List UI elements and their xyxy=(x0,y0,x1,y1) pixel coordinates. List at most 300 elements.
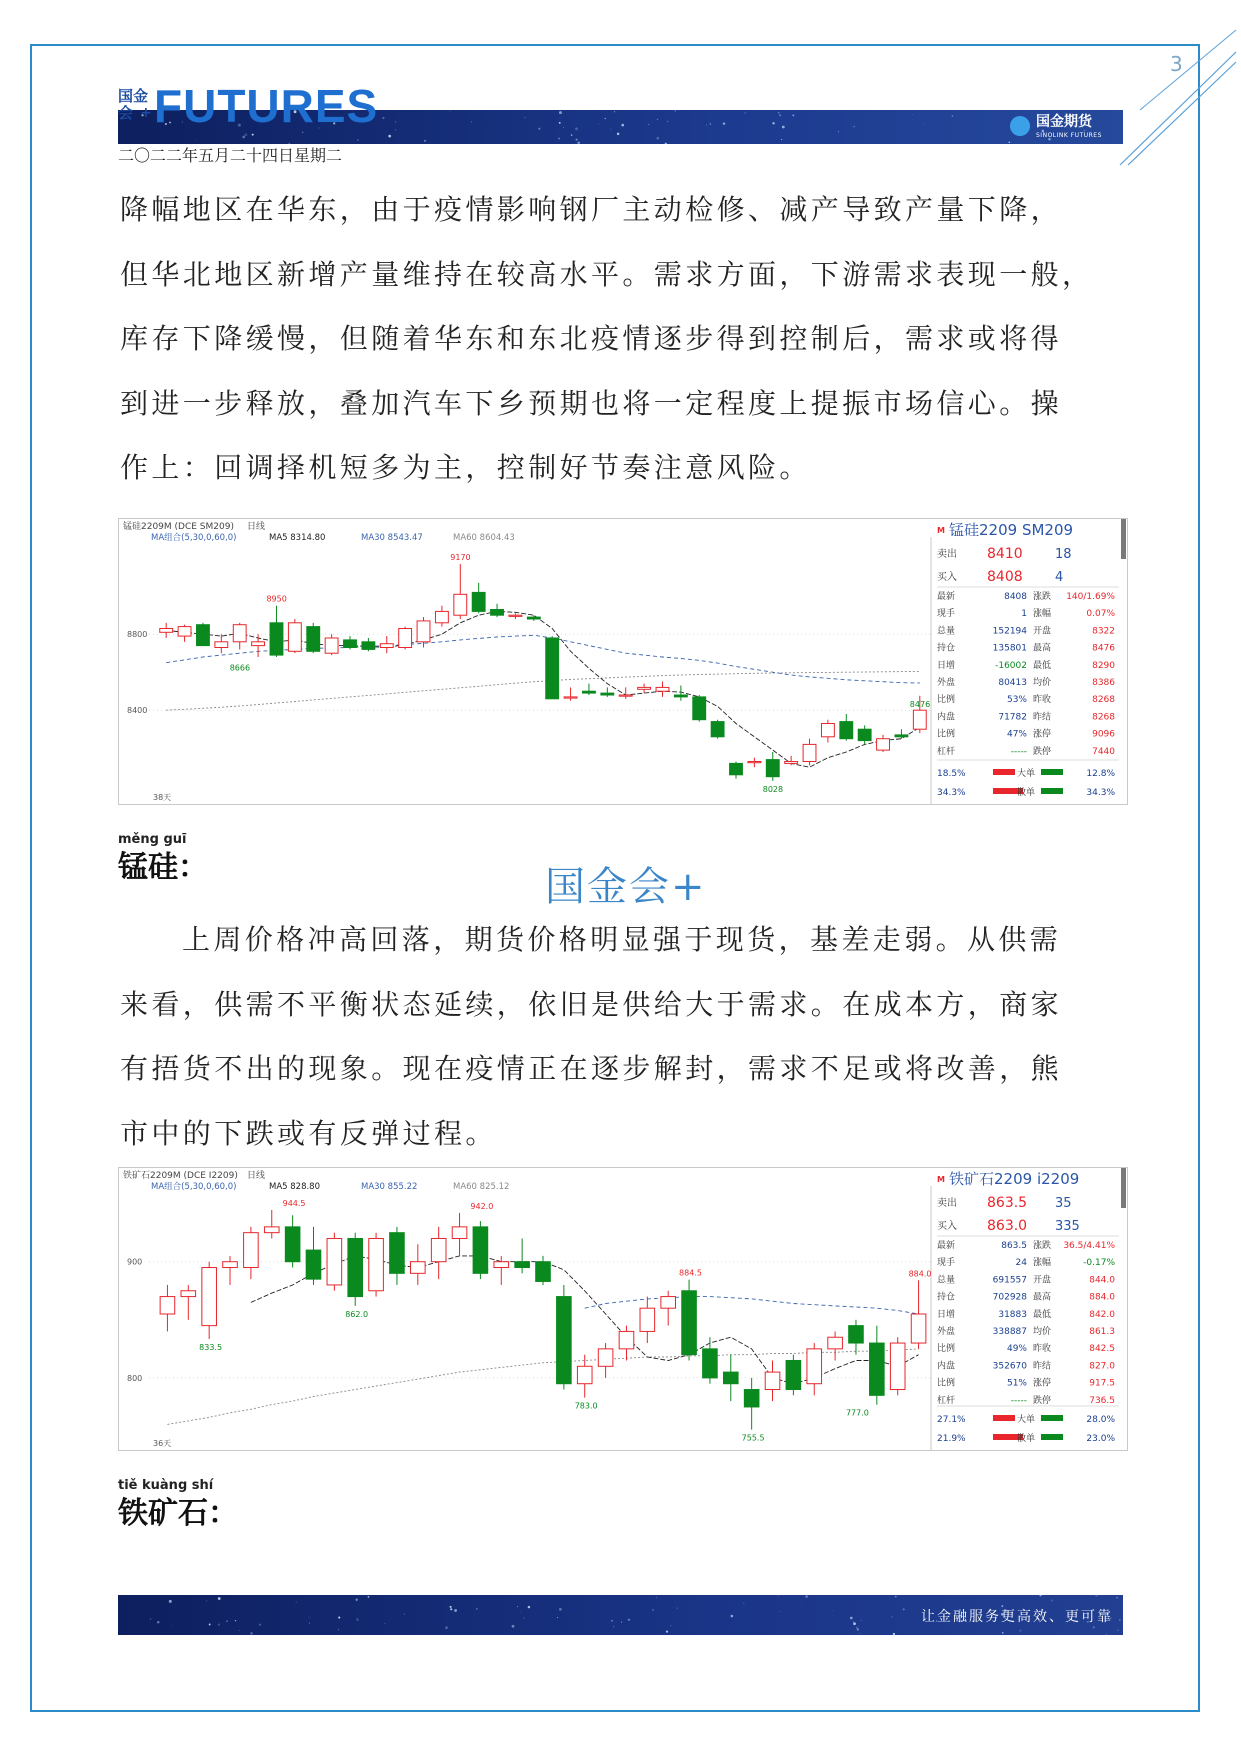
candle-up xyxy=(656,687,669,691)
price-annotation: 884.0 xyxy=(908,1269,932,1279)
candle-down xyxy=(786,1360,801,1389)
ask-price: 863.5 xyxy=(987,1195,1028,1211)
quote-row-value: 71782 xyxy=(998,712,1027,723)
candle-up xyxy=(911,1314,926,1343)
candle-down xyxy=(491,610,504,616)
star-dot xyxy=(667,121,668,122)
section-2-title: 铁矿石： xyxy=(118,1496,238,1531)
star-dot xyxy=(614,111,615,112)
star-dot xyxy=(621,1622,622,1623)
paragraph-line: 降幅地区在华东，由于疫情影响钢厂主动检修、减产导致产量下降， xyxy=(120,193,1063,226)
star-dot xyxy=(792,114,794,116)
candle-down xyxy=(362,642,375,650)
paragraph-line: 但华北地区新增产量维持在较高水平。需求方面，下游需求表现一般， xyxy=(120,257,1094,291)
candle-up xyxy=(160,1297,175,1314)
flow-bar-green xyxy=(1041,769,1063,775)
star-dot xyxy=(648,124,649,125)
star-dot xyxy=(1119,1619,1121,1621)
candle-up xyxy=(435,611,448,622)
star-dot xyxy=(1093,1626,1095,1628)
star-dot xyxy=(781,139,782,140)
star-dot xyxy=(854,126,855,127)
star-dot xyxy=(577,142,580,144)
quote-row-value: 140/1.69% xyxy=(1066,592,1115,602)
candle-up xyxy=(877,739,890,750)
quote-row-label: 内盘 xyxy=(937,712,956,723)
y-tick-label: 8800 xyxy=(127,630,148,640)
quote-row-label: 开盘 xyxy=(1033,626,1052,637)
price-annotation: 783.0 xyxy=(574,1401,598,1411)
bid-price: 8408 xyxy=(987,569,1023,585)
star-dot xyxy=(903,1608,905,1610)
quote-row-value: 24 xyxy=(1015,1258,1027,1269)
star-dot xyxy=(259,1624,261,1626)
candle-down xyxy=(849,1326,864,1343)
star-dot xyxy=(250,1632,253,1635)
paragraph-line: 库存下降缓慢，但随着华东和东北疫情逐步得到控制后，需求或将得 xyxy=(120,322,1063,355)
footer-slogan: 让金融服务更高效、更可靠 xyxy=(921,1609,1113,1625)
star-dot xyxy=(559,1608,562,1611)
quote-row-value: 861.3 xyxy=(1089,1327,1115,1337)
star-dot xyxy=(357,139,359,141)
star-dot xyxy=(517,1606,518,1607)
quote-row-label: 现手 xyxy=(937,1258,956,1269)
candle-down xyxy=(515,1262,530,1268)
section-1-pinyin: měng guī xyxy=(118,832,187,847)
quote-row-value: 8322 xyxy=(1092,626,1115,637)
star-dot xyxy=(557,1617,558,1618)
quote-row-value: 917.5 xyxy=(1089,1378,1115,1389)
flow-bar-red xyxy=(993,1415,1015,1421)
flow-right-pct: 23.0% xyxy=(1086,1434,1115,1444)
star-dot xyxy=(858,1626,859,1627)
candle-down xyxy=(472,592,485,611)
quote-row-value: 0.07% xyxy=(1086,609,1115,620)
section-1-title: 锰硅： xyxy=(118,850,208,885)
candle-up xyxy=(181,1291,196,1297)
quote-row-label: 现手 xyxy=(937,609,956,620)
logo-futures: FUTURES xyxy=(154,80,379,132)
star-dot xyxy=(779,1611,780,1612)
quote-row-value: 8290 xyxy=(1092,660,1115,671)
quote-row-value: 338887 xyxy=(992,1327,1027,1337)
paragraph-line: 作上：回调择机短多为主，控制好节奏注意风险。 xyxy=(120,451,811,484)
candle-up xyxy=(202,1268,217,1326)
quote-row-label: 均价 xyxy=(1033,678,1052,688)
flow-right-pct: 28.0% xyxy=(1086,1415,1115,1425)
price-annotation: 8028 xyxy=(762,784,784,794)
star-dot xyxy=(1009,141,1011,143)
star-dot xyxy=(424,140,426,142)
candle-up xyxy=(454,594,467,615)
quote-row-label: 跌停 xyxy=(1033,1395,1052,1406)
quote-row-value: 842.0 xyxy=(1089,1309,1115,1320)
quote-row-value: 352670 xyxy=(992,1361,1027,1372)
candle-up xyxy=(369,1238,384,1290)
logo-plus: + xyxy=(140,105,152,121)
star-dot xyxy=(450,1606,452,1608)
star-dot xyxy=(559,122,561,124)
candle-down xyxy=(723,1372,738,1384)
star-dot xyxy=(671,1625,672,1626)
candle-up xyxy=(803,744,816,761)
candle-up xyxy=(452,1227,467,1239)
star-dot xyxy=(388,135,391,138)
candle-up xyxy=(431,1238,446,1261)
star-dot xyxy=(559,111,562,114)
star-dot xyxy=(891,1616,892,1617)
bid-label: 买入 xyxy=(937,1221,957,1232)
quote-row-value: 7440 xyxy=(1092,746,1115,757)
price-annotation: 884.5 xyxy=(679,1268,702,1278)
star-dot xyxy=(621,124,624,127)
candle-down xyxy=(270,623,283,655)
quote-row-value: 8386 xyxy=(1092,678,1115,688)
candle-up xyxy=(913,710,926,729)
star-dot xyxy=(308,1617,309,1618)
candle-down xyxy=(730,763,743,774)
quote-row-label: 涨停 xyxy=(1033,1378,1052,1389)
star-dot xyxy=(611,1620,613,1622)
price-annotation: 777.0 xyxy=(845,1408,869,1418)
star-dot xyxy=(677,1608,678,1609)
candle-down xyxy=(344,640,357,648)
paragraph-1 xyxy=(120,178,1120,501)
quote-row-label: 比例 xyxy=(937,1344,956,1355)
logo-guojin: 国金 xyxy=(118,87,149,105)
star-dot xyxy=(395,129,396,130)
star-dot xyxy=(656,137,659,140)
star-dot xyxy=(245,133,248,136)
star-dot xyxy=(779,114,781,116)
candle-up xyxy=(160,629,173,633)
quote-row-label: 最高 xyxy=(1033,1292,1052,1303)
price-annotation: 8476 xyxy=(909,699,931,709)
candle-up xyxy=(215,642,228,648)
ma-value-label: MA30 855.22 xyxy=(361,1182,418,1192)
panel-scrollbar xyxy=(1121,519,1126,559)
bid-qty: 4 xyxy=(1055,570,1064,585)
star-dot xyxy=(157,1621,159,1623)
candlestick-chart-sm xyxy=(119,519,1127,804)
star-dot xyxy=(598,124,599,125)
candle-down xyxy=(766,760,779,777)
star-dot xyxy=(235,1620,236,1621)
candle-up xyxy=(327,1238,342,1284)
star-dot xyxy=(252,134,254,136)
flow-bar-green xyxy=(1041,788,1063,794)
star-dot xyxy=(838,131,839,132)
price-annotation: 9170 xyxy=(450,552,471,562)
star-dot xyxy=(723,122,725,124)
flow-bar-red xyxy=(993,769,1015,775)
candle-up xyxy=(807,1349,822,1384)
candle-up xyxy=(178,627,191,637)
chart-period: 日线 xyxy=(247,1171,266,1181)
quote-row-label: 比例 xyxy=(937,729,956,740)
quote-row-label: 总量 xyxy=(937,626,956,637)
quote-row-value: 53% xyxy=(1006,695,1027,706)
ma60-line xyxy=(167,1349,918,1425)
chart-silicomanganese xyxy=(118,518,1128,805)
star-dot xyxy=(209,1624,211,1626)
quote-row-value: 8408 xyxy=(1004,592,1027,602)
quote-row-value: ----- xyxy=(1010,746,1027,757)
candle-down xyxy=(703,1349,718,1378)
quote-row-value: 8476 xyxy=(1092,643,1115,654)
price-annotation: 8666 xyxy=(229,663,251,673)
star-dot xyxy=(296,1601,297,1602)
candle-up xyxy=(417,621,430,642)
quote-row-value: 827.0 xyxy=(1089,1361,1115,1372)
quote-row-label: 比例 xyxy=(937,695,956,706)
candle-up xyxy=(765,1372,780,1389)
quote-row-value: 152194 xyxy=(992,626,1027,637)
candle-up xyxy=(411,1262,426,1274)
candle-down xyxy=(682,1291,697,1355)
star-dot xyxy=(571,134,572,135)
quote-row-label: 昨收 xyxy=(1033,695,1052,706)
quote-row-value: 842.5 xyxy=(1089,1344,1115,1355)
star-dot xyxy=(528,1606,530,1608)
quote-row-value: 9096 xyxy=(1092,729,1115,740)
star-dot xyxy=(832,1610,833,1611)
star-dot xyxy=(356,1618,359,1621)
star-dot xyxy=(471,122,472,123)
star-dot xyxy=(384,1623,385,1624)
ma-value-label: MA5 8314.80 xyxy=(269,533,326,543)
star-dot xyxy=(1116,1597,1118,1599)
bars-count-label: 36天 xyxy=(153,1439,172,1448)
ask-price: 8410 xyxy=(987,546,1023,562)
quote-row-label: 持仓 xyxy=(937,643,956,654)
candle-up xyxy=(785,762,798,764)
panel-m-badge: M xyxy=(937,1175,945,1184)
chart-header: 铁矿石2209M (DCE I2209) xyxy=(123,1171,238,1181)
flow-label: 散单 xyxy=(1017,1434,1036,1444)
star-dot xyxy=(860,1633,861,1634)
paragraph-2 xyxy=(120,908,1120,1166)
star-dot xyxy=(404,1614,405,1615)
star-dot xyxy=(853,1621,854,1622)
star-dot xyxy=(563,127,564,128)
page-number: 3 xyxy=(1170,52,1183,76)
star-dot xyxy=(924,124,925,125)
ma-value-label: MA60 8604.43 xyxy=(453,533,515,543)
paragraph-line: 上周价格冲高回落，期货价格明显强于现货，基差走弱。从供需 xyxy=(182,923,1062,956)
price-annotation: 8950 xyxy=(266,594,287,604)
star-dot xyxy=(861,1620,862,1621)
star-dot xyxy=(338,1616,340,1618)
y-tick-label: 800 xyxy=(127,1373,143,1383)
price-annotation: 755.5 xyxy=(741,1433,765,1443)
candle-up xyxy=(244,1233,259,1268)
ma-value-label: MA5 828.80 xyxy=(269,1182,320,1192)
candle-down xyxy=(711,722,724,737)
price-annotation: 833.5 xyxy=(199,1342,223,1352)
quote-row-label: 持仓 xyxy=(937,1292,956,1303)
star-dot xyxy=(710,123,711,124)
star-dot xyxy=(617,133,619,135)
quote-row-label: 最新 xyxy=(937,1241,956,1251)
quote-row-label: 内盘 xyxy=(937,1361,956,1372)
paragraph-line: 来看，供需不平衡状态延续，依旧是供给大于需求。在成本方，商家 xyxy=(120,987,1063,1021)
quote-row-value: ----- xyxy=(1010,1395,1027,1406)
star-dot xyxy=(450,111,451,112)
chart-period: 日线 xyxy=(247,522,266,532)
y-tick-label: 900 xyxy=(127,1257,143,1267)
star-dot xyxy=(731,1615,734,1618)
candle-up xyxy=(564,697,577,698)
quote-row-value: -16002 xyxy=(995,660,1027,671)
ma-combo-label: MA组合(5,30,0,60,0) xyxy=(151,1182,237,1192)
quote-row-label: 涨幅 xyxy=(1033,609,1052,620)
candle-up xyxy=(661,1297,676,1309)
ma60-line xyxy=(166,671,920,710)
quote-row-label: 昨收 xyxy=(1033,1344,1052,1355)
quote-row-value: 80413 xyxy=(998,678,1027,688)
star-dot xyxy=(1106,1634,1107,1635)
star-dot xyxy=(853,1622,856,1625)
watermark: 国金会+ xyxy=(545,864,707,910)
quote-row-value: 31883 xyxy=(998,1309,1027,1320)
star-dot xyxy=(1039,1595,1041,1597)
candle-up xyxy=(399,629,412,648)
flow-label: 大单 xyxy=(1017,1415,1036,1425)
star-dot xyxy=(150,1618,152,1620)
brand-name-en: SINOLINK FUTURES xyxy=(1036,132,1102,139)
star-dot xyxy=(576,139,578,141)
star-dot xyxy=(744,112,746,114)
candle-down xyxy=(895,735,908,737)
star-dot xyxy=(382,117,384,119)
quote-row-value: 36.5/4.41% xyxy=(1063,1241,1115,1251)
price-annotation: 944.5 xyxy=(282,1199,306,1209)
star-dot xyxy=(575,127,578,130)
star-dot xyxy=(450,1608,452,1610)
ask-qty: 35 xyxy=(1055,1196,1072,1211)
star-dot xyxy=(206,1600,207,1601)
quote-row-value: -0.17% xyxy=(1083,1258,1115,1269)
quote-row-value: 8268 xyxy=(1092,695,1115,706)
flow-right-pct: 12.8% xyxy=(1086,769,1115,779)
candle-up xyxy=(890,1343,905,1389)
star-dot xyxy=(520,1612,521,1613)
quote-row-label: 杠杆 xyxy=(937,746,956,757)
candle-down xyxy=(583,691,596,693)
star-dot xyxy=(893,1633,895,1635)
quote-row-label: 昨结 xyxy=(1033,1361,1052,1372)
candle-down xyxy=(307,627,320,652)
quote-row-label: 总量 xyxy=(937,1275,956,1286)
star-dot xyxy=(895,1596,897,1598)
candle-up xyxy=(494,1262,509,1268)
flow-right-pct: 34.3% xyxy=(1086,788,1115,798)
ask-label: 卖出 xyxy=(937,549,957,560)
bid-qty: 335 xyxy=(1055,1219,1080,1234)
quote-row-value: 702928 xyxy=(992,1292,1027,1303)
quote-row-label: 涨停 xyxy=(1033,729,1052,740)
star-dot xyxy=(355,1599,357,1601)
quote-row-label: 涨跌 xyxy=(1033,592,1052,602)
star-dot xyxy=(1117,1630,1119,1632)
flow-left-pct: 21.9% xyxy=(937,1434,966,1444)
star-dot xyxy=(805,1595,808,1598)
chart-header: 锰硅2209M (DCE SM209) xyxy=(123,522,234,532)
quote-row-value: 8268 xyxy=(1092,712,1115,723)
star-dot xyxy=(666,1630,668,1632)
star-dot xyxy=(800,1605,801,1606)
candle-down xyxy=(306,1250,321,1279)
quote-row-label: 均价 xyxy=(1033,1327,1052,1337)
candle-down xyxy=(285,1227,300,1262)
candle-up xyxy=(619,695,632,696)
candle-up xyxy=(223,1262,238,1268)
star-dot xyxy=(778,1595,779,1596)
star-dot xyxy=(1019,1630,1021,1632)
star-dot xyxy=(850,1617,853,1620)
quote-row-label: 开盘 xyxy=(1033,1275,1052,1286)
star-dot xyxy=(558,138,560,140)
candle-down xyxy=(693,697,706,720)
candle-down xyxy=(390,1233,405,1274)
panel-scrollbar xyxy=(1121,1168,1126,1208)
star-dot xyxy=(656,1597,657,1598)
candle-up xyxy=(638,687,651,689)
star-dot xyxy=(706,125,707,126)
flow-bar-green xyxy=(1041,1415,1063,1421)
quote-row-label: 昨结 xyxy=(1033,712,1052,723)
star-dot xyxy=(395,121,396,122)
star-dot xyxy=(445,1626,448,1629)
star-dot xyxy=(912,114,913,115)
candle-down xyxy=(870,1343,885,1395)
star-dot xyxy=(309,1623,310,1624)
candle-down xyxy=(601,693,614,695)
quote-row-value: 47% xyxy=(1006,729,1027,740)
star-dot xyxy=(782,126,785,129)
star-dot xyxy=(1095,1595,1098,1597)
quote-row-label: 跌停 xyxy=(1033,746,1052,757)
candle-up xyxy=(325,638,338,653)
candle-down xyxy=(473,1227,488,1273)
candle-up xyxy=(748,762,761,763)
candle-up xyxy=(252,642,265,646)
candle-up xyxy=(821,724,834,737)
star-dot xyxy=(476,1608,477,1609)
star-dot xyxy=(652,1609,654,1611)
bars-count-label: 38天 xyxy=(153,793,172,802)
star-dot xyxy=(1051,1599,1053,1601)
candle-down xyxy=(674,695,687,697)
candle-up xyxy=(828,1337,843,1349)
quote-row-label: 杠杆 xyxy=(937,1395,956,1406)
flow-bar-green xyxy=(1041,1434,1063,1440)
report-date: 二〇二二年五月二十四日星期二 xyxy=(118,146,343,165)
star-dot xyxy=(171,1625,172,1626)
star-dot xyxy=(368,1596,370,1598)
quote-row-label: 日增 xyxy=(937,660,956,671)
bid-label: 买入 xyxy=(937,572,957,583)
candle-up xyxy=(598,1349,613,1366)
quote-row-label: 涨幅 xyxy=(1033,1258,1052,1269)
flow-label: 大单 xyxy=(1017,769,1036,779)
candle-down xyxy=(840,722,853,739)
candle-down xyxy=(348,1238,363,1296)
flow-left-pct: 34.3% xyxy=(937,788,966,798)
flow-label: 散单 xyxy=(1017,788,1036,798)
star-dot xyxy=(538,128,540,130)
